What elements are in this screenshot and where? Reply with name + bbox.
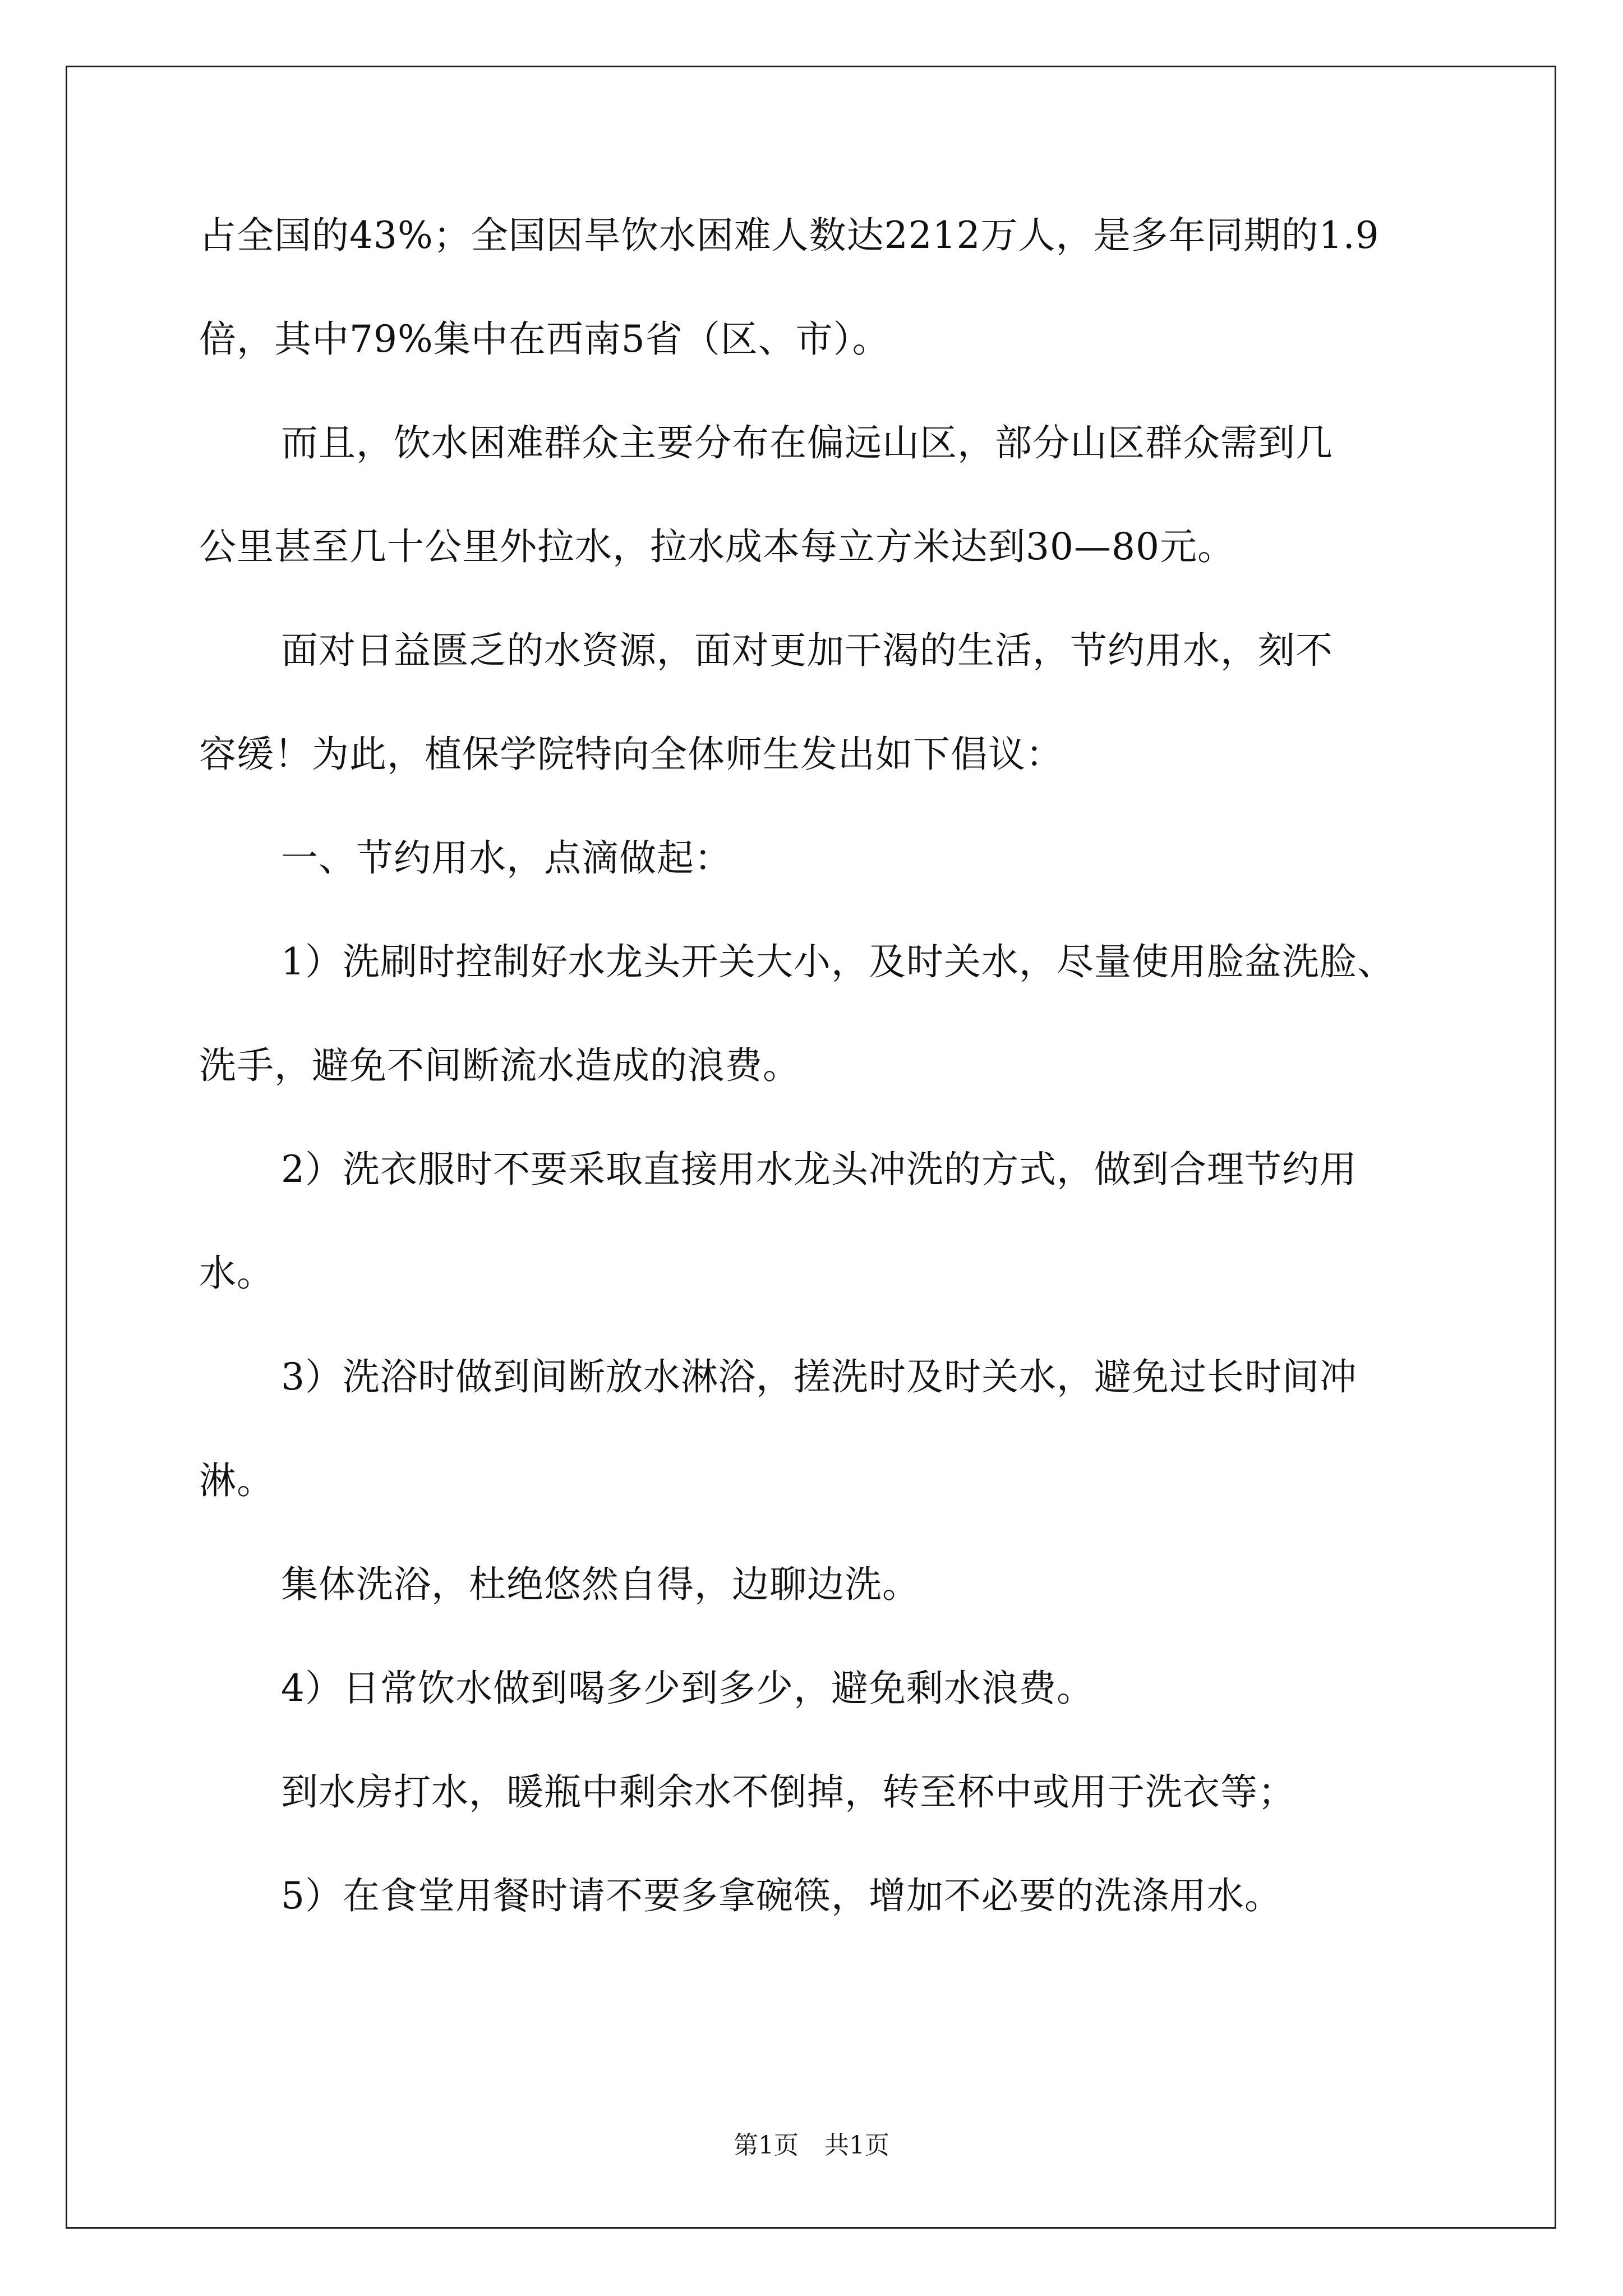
page-number-current: 第1页 [734, 2131, 799, 2160]
body-line-1: 占全国的43%；全国因旱饮水困难人数达2212万人，是多年同期的1.9 [199, 214, 1380, 257]
body-line-14: 集体洗浴，杜绝悠然自得，边聊边洗。 [281, 1563, 920, 1606]
page-footer [0, 2129, 1623, 2162]
body-line-3: 而且，饮水困难群众主要分布在偏远山区，部分山区群众需到几 [281, 421, 1333, 464]
body-line-5: 面对日益匮乏的水资源，面对更加干渴的生活，节约用水，刻不 [281, 629, 1333, 672]
body-line-16: 到水房打水，暖瓶中剩余水不倒掉，转至杯中或用于洗衣等； [281, 1770, 1295, 1814]
body-line-4: 公里甚至几十公里外拉水，拉水成本每立方米达到30—80元。 [199, 525, 1235, 568]
body-line-17: 5）在食堂用餐时请不要多拿碗筷，增加不必要的洗涤用水。 [281, 1874, 1282, 1917]
page-number-total: 共1页 [824, 2131, 889, 2160]
body-line-7: 一、节约用水，点滴做起： [281, 836, 732, 880]
body-line-2: 倍，其中79%集中在西南5省（区、市）。 [199, 318, 890, 361]
body-line-15: 4）日常饮水做到喝多少到多少，避免剩水浪费。 [281, 1667, 1094, 1710]
body-line-13: 淋。 [199, 1459, 274, 1502]
body-line-9: 洗手，避免不间断流水造成的浪费。 [199, 1044, 800, 1087]
body-line-12: 3）洗浴时做到间断放水淋浴，搓洗时及时关水，避免过长时间冲 [281, 1355, 1357, 1398]
body-line-8: 1）洗刷时控制好水龙头开关大小，及时关水，尽量使用脸盆洗脸、 [281, 940, 1395, 983]
body-line-10: 2）洗衣服时不要采取直接用水龙头冲洗的方式，做到合理节约用 [281, 1148, 1357, 1191]
body-line-11: 水。 [199, 1251, 274, 1295]
body-line-6: 容缓！为此，植保学院特向全体师生发出如下倡议： [199, 733, 1063, 776]
